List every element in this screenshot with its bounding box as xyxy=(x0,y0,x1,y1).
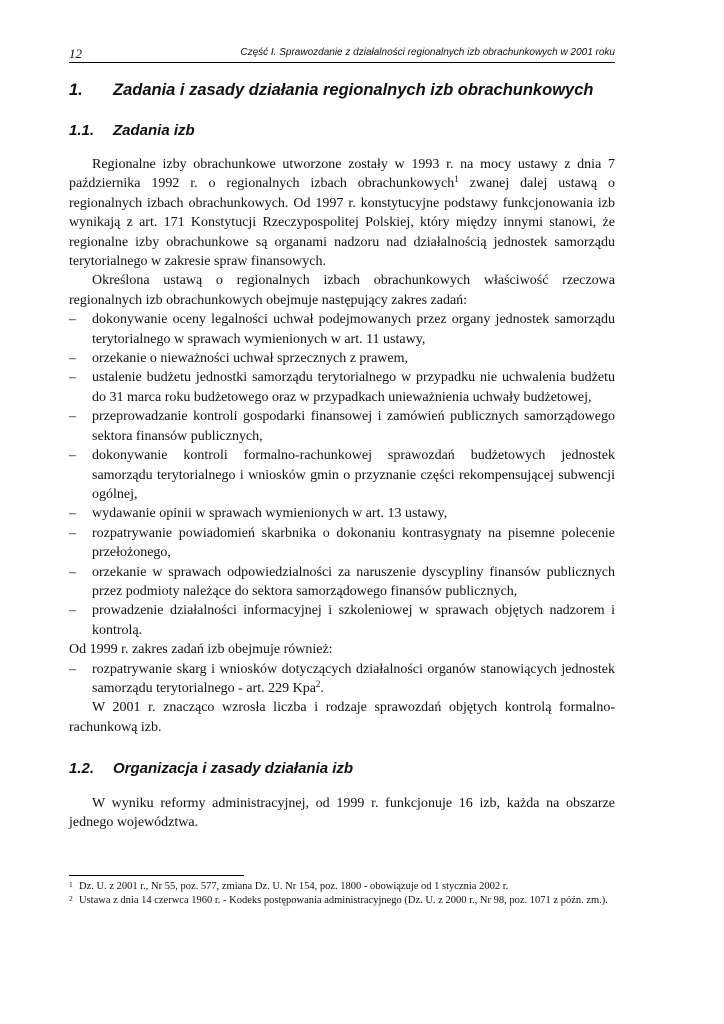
list-item-text: przeprowadzanie kontroli gospodarki finansowej i zamówień publicznych samorządowego sektora finansów publicznych, xyxy=(92,409,615,444)
dash-bullet: – xyxy=(69,506,76,522)
paragraph-1-text-b: zwanej dalej ustawą o regionalnych izbach obrachunkowych. Od 1997 r. konstytucyjne podstawy funkcjonowania izb wynikają z art. 171 Konstytucji Rzeczypospolitej Polskiej, który między innymi stanowi, że regionalne izby obrachunkowe są organami nadzoru nad działalnością jednostek samorządu terytorialnego w zakresie spraw finansowych. xyxy=(69,176,615,270)
list-item-text: prowadzenie działalności informacyjnej i szkoleniowej w sprawach objętych nadzorem i kontrolą. xyxy=(92,603,615,638)
footnote-ref-2[interactable]: 2 xyxy=(315,678,321,689)
list-item xyxy=(69,368,615,407)
section-1-2-body xyxy=(69,794,615,833)
list-item-text: rozpatrywanie powiadomień skarbnika o dokonaniu kontrasygnaty na pisemne polecenie przełożonego, xyxy=(92,525,615,561)
section-1-2-title: Organizacja i zasady działania izb xyxy=(113,760,354,777)
list-item-text: orzekanie w sprawach odpowiedzialności za naruszenie dyscypliny finansów publicznych przez podmioty należące do sektora samorządowego finansów publicznych, xyxy=(92,564,615,599)
section-1-2-heading xyxy=(69,760,353,777)
tasks-list xyxy=(69,310,615,640)
section-1-1-title: Zadania izb xyxy=(113,122,195,139)
dash-bullet: – xyxy=(69,564,76,580)
dash-bullet: – xyxy=(69,661,76,677)
footnote-2: 2 Ustawa z dnia 14 czerwca 1960 r. - Kodeks postępowania administracyjnego (Dz. U. z 2000 r., Nr 98, poz. 1071 z późn. zm.). xyxy=(69,893,608,906)
section-1-1-body xyxy=(69,155,615,737)
dash-bullet: – xyxy=(69,351,76,367)
running-header xyxy=(69,46,615,63)
dash-bullet: – xyxy=(69,370,76,386)
additional-tasks-list xyxy=(69,660,615,699)
list-item xyxy=(69,524,615,563)
paragraph-1-text-a: Regionalne izby obrachunkowe utworzone zostały w 1993 r. na mocy ustawy z dnia 7 października 1992 r. o regionalnych izbach obrachunkowych xyxy=(69,157,615,192)
dash-bullet: – xyxy=(69,409,76,425)
list-item xyxy=(69,660,615,699)
list-item xyxy=(69,310,615,349)
section-1-number: 1. xyxy=(69,81,83,99)
dash-bullet: – xyxy=(69,312,76,328)
list-item-text: orzekanie o nieważności uchwał sprzecznych z prawem, xyxy=(92,351,409,367)
paragraph-2: Określona ustawą o regionalnych izbach obrachunkowych właściwość rzeczowa regionalnych izb obrachunkowych obejmuje następujący zakres zadań: xyxy=(69,273,615,308)
paragraph-4: W 2001 r. znacząco wzrosła liczba i rodzaje sprawozdań objętych kontrolą formalno-rachunkową izb. xyxy=(69,700,615,735)
list-item-text-b: . xyxy=(320,680,324,696)
footnote-text: Ustawa z dnia 14 czerwca 1960 r. - Kodeks postępowania administracyjnego (Dz. U. z 2000 r., Nr 98, poz. 1071 z późn. zm.). xyxy=(79,894,608,906)
list-item xyxy=(69,601,615,640)
section-1-heading xyxy=(69,81,593,100)
paragraph-3: Od 1999 r. zakres zadań izb obejmuje również: xyxy=(69,642,333,658)
section-1-2-number: 1.2. xyxy=(69,760,95,777)
section-1-1-number: 1.1. xyxy=(69,122,95,139)
paragraph-5: W wyniku reformy administracyjnej, od 1999 r. funkcjonuje 16 izb, każda na obszarze jednego województwa. xyxy=(69,796,615,831)
dash-bullet: – xyxy=(69,448,76,464)
list-item xyxy=(69,407,615,446)
footnote-separator xyxy=(69,875,244,876)
list-item-text: dokonywanie oceny legalności uchwał podejmowanych przez organy jednostek samorządu terytorialnego w sprawach wymienionych w art. 11 ustawy, xyxy=(92,312,615,347)
list-item-text-a: rozpatrywanie skarg i wniosków dotyczących działalności organów stanowiących jednostek samorządu terytorialnego - art. 229 Kpa xyxy=(92,661,615,696)
footnote-text: Dz. U. z 2001 r., Nr 55, poz. 577, zmiana Dz. U. Nr 154, poz. 1800 - obowiązuje od 1 stycznia 2002 r. xyxy=(79,881,509,892)
footnote-1: 1 Dz. U. z 2001 r., Nr 55, poz. 577, zmiana Dz. U. Nr 154, poz. 1800 - obowiązuje od 1 stycznia 2002 r. xyxy=(69,880,509,892)
list-item xyxy=(69,349,615,368)
list-item xyxy=(69,446,615,504)
list-item-text: ustalenie budżetu jednostki samorządu terytorialnego w przypadku nie uchwalenia budżetu do 31 marca roku budżetowego oraz w przypadkach unieważnienia uchwały budżetowej, xyxy=(92,370,615,405)
section-1-1-heading xyxy=(69,122,195,139)
paragraph-1 xyxy=(69,155,615,271)
list-item xyxy=(69,504,615,523)
page-number: 12 xyxy=(69,46,82,61)
footnote-ref-1[interactable]: 1 xyxy=(454,174,459,185)
list-item-text: wydawanie opinii w sprawach wymienionych w art. 13 ustawy, xyxy=(92,506,448,522)
section-1-title: Zadania i zasady działania regionalnych izb obrachunkowych xyxy=(113,81,594,99)
list-item xyxy=(69,563,615,602)
dash-bullet: – xyxy=(69,525,76,541)
running-title: Część I. Sprawozdanie z działalności regionalnych izb obrachunkowych w 2001 roku xyxy=(240,47,615,58)
dash-bullet: – xyxy=(69,603,76,619)
footnotes xyxy=(69,880,615,907)
list-item-text: dokonywanie kontroli formalno-rachunkowej sprawozdań budżetowych jednostek samorządu terytorialnego i wniosków gmin o przyznanie części rekompensującej subwencji ogólnej, xyxy=(92,448,615,502)
